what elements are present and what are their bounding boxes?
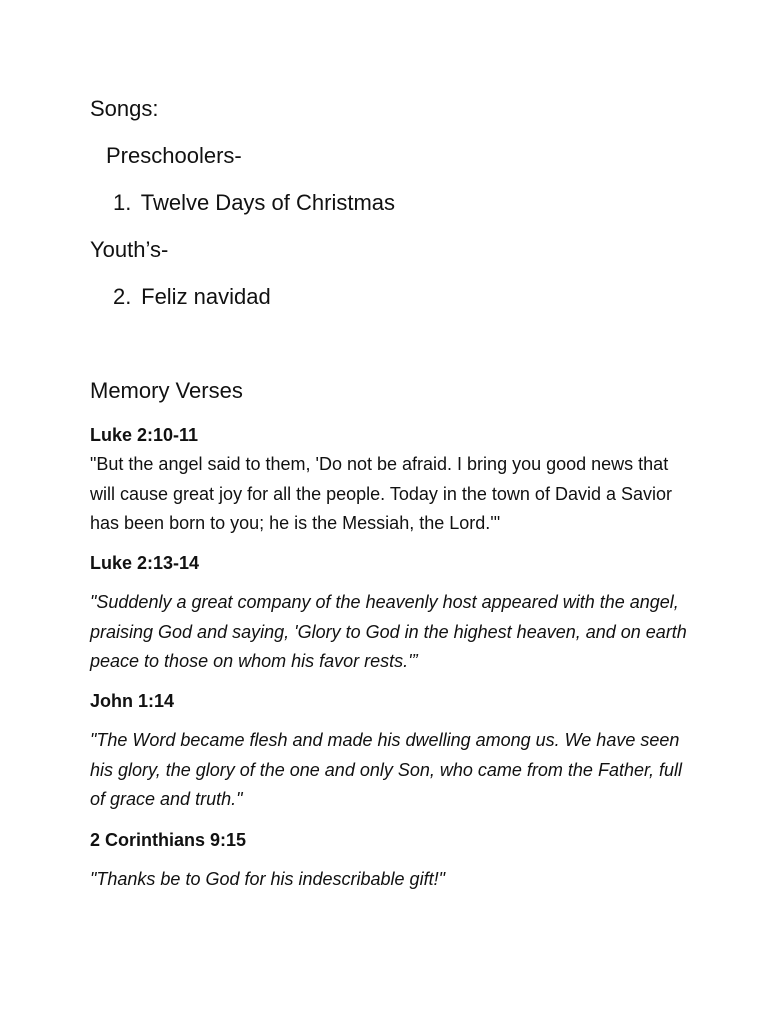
- verse-reference: John 1:14: [90, 691, 175, 711]
- verse-text: "Thanks be to God for his indescribable gift!": [90, 869, 445, 889]
- verse-text: "The Word became flesh and made his dwelling among us. We have seen his glory, the glory of the one and only Son, who came from the Father, full of grace and truth.": [90, 730, 682, 809]
- verse-text: "Suddenly a great company of the heavenly host appeared with the angel, praising God and saying, 'Glory to God in the highest heaven, and on earth peace to those on whom his favor rests.'”: [90, 592, 687, 671]
- songs-heading: Songs:: [90, 96, 159, 121]
- verse-reference: Luke 2:13-14: [90, 553, 200, 573]
- verse-reference: Luke 2:10-11: [90, 425, 199, 445]
- song-title: Feliz navidad: [141, 284, 271, 309]
- list-number: 2.: [113, 284, 132, 309]
- list-number: 1.: [113, 190, 132, 215]
- group-label-preschoolers: Preschoolers-: [106, 143, 242, 168]
- song-list-item: [113, 189, 395, 217]
- song-list-item: [113, 283, 271, 311]
- verse-text: "But the angel said to them, 'Do not be afraid. I bring you good news that will cause great joy for all the people. Today in the town of David a Savior has been born to you; he is the Messiah, the Lord.'": [90, 454, 672, 533]
- song-title: Twelve Days of Christmas: [140, 190, 396, 215]
- group-label-youths: Youth’s-: [90, 237, 169, 262]
- verse-reference: 2 Corinthians 9:15: [90, 830, 247, 850]
- memory-verses-heading: Memory Verses: [90, 378, 243, 403]
